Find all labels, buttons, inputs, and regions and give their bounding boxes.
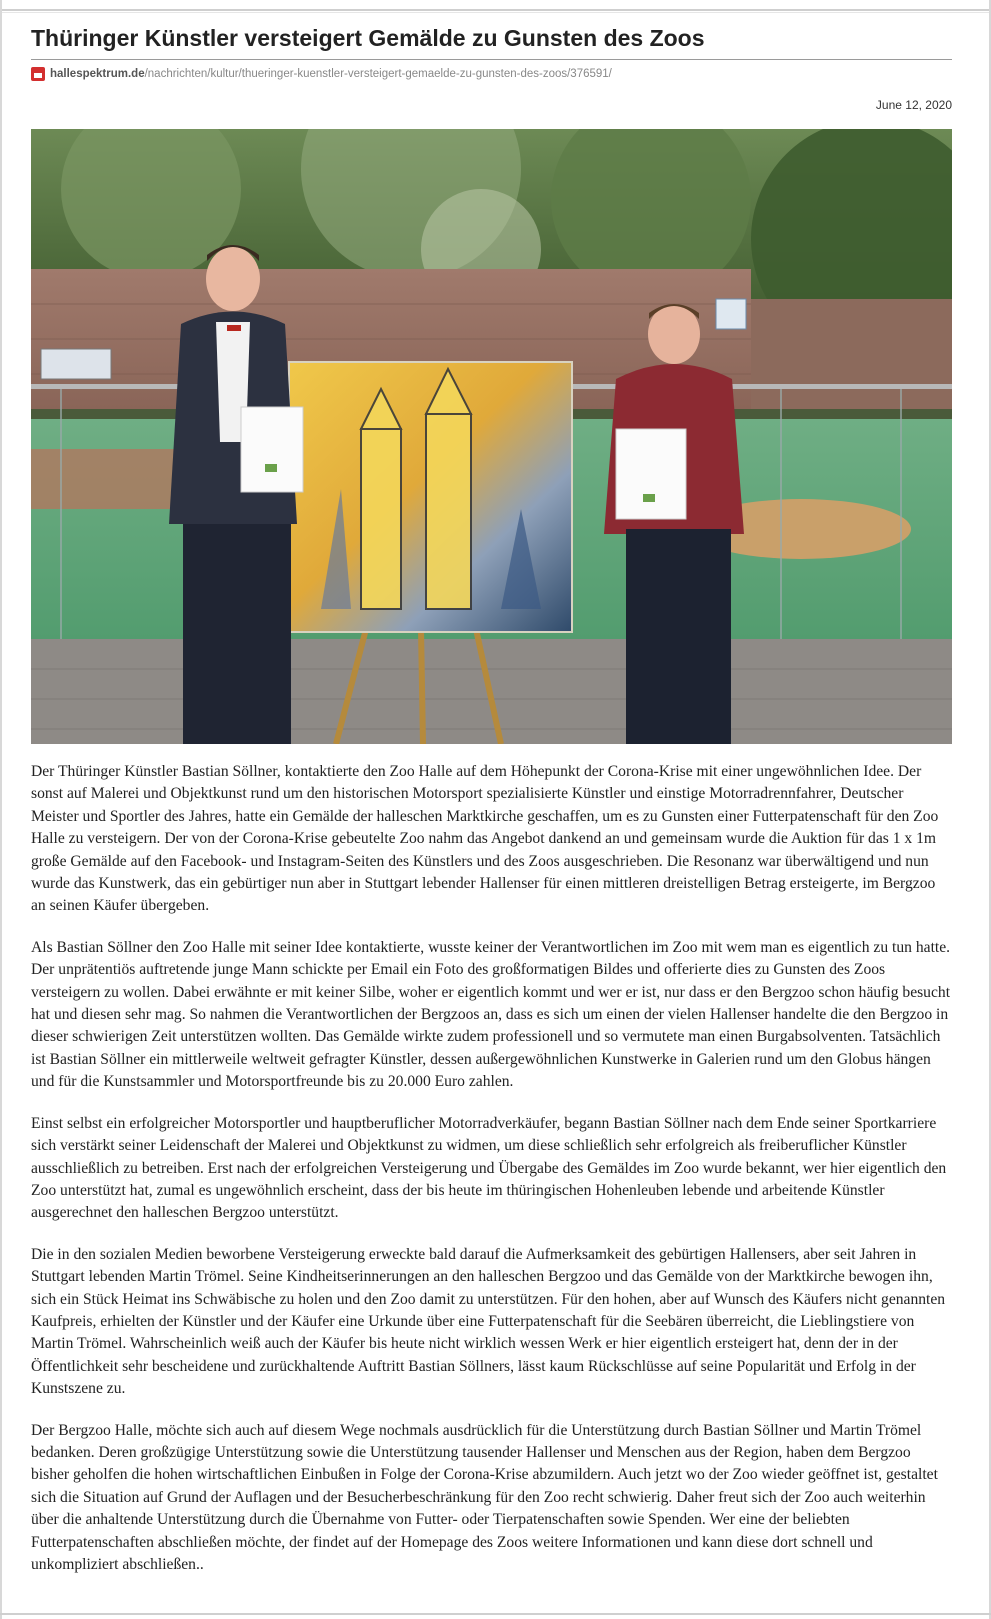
- article-paragraph: Die in den sozialen Medien beworbene Versteigerung erweckte bald darauf die Aufmerksamkeit des gebürtigen Hallensers, aber seit Jahren in Stuttgart lebenden Martin Trömel. Seine Kindheitserinnerungen an den halleschen Bergzoo und das Gemälde von der Marktkirche bewogen ihn, sich ein Stück Heimat ins Schwäbische zu holen und den Zoo damit zu unterstützen. Für den hohen, aber auf Wunsch des Käufers nicht genannten Kaufpreis, erhielten der Künstler und der Käufer eine Urkunde über eine Futterpatenschaft für die Seebären überreicht, die Lieblingstiere von Martin Trömel. Wahrscheinlich weiß auch der Käufer bis heute nicht wirklich wessen Werk er hier eigentlich ersteigert hat, denn der in der Öffentlichkeit sehr bescheidene und zurückhaltende Auftritt Bastian Söllners, lässt kaum Rückschlüsse auf seine Popularität und Erfolg in der Kunstszene zu.: [31, 1245, 946, 1398]
- source-domain[interactable]: hallespektrum.de: [50, 68, 145, 80]
- article-paragraph: Der Thüringer Künstler Bastian Söllner, kontaktierte den Zoo Halle auf dem Höhepunkt der Corona-Krise mit einer ungewöhnlichen Idee. Der sonst auf Malerei und Objektkunst rund um den historischen Motorsport spezialisierte Künstler und einstige Motorradrennfahrer, Deutscher Meister und Sportler des Jahres, hatte ein Gemälde der halleschen Marktkirche geschaffen, um es zu Gunsten einer Futterpatenschaft für den Zoo Halle zu versteigern. Der von der Corona-Krise gebeutelte Zoo nahm das Angebot dankend an und gemeinsam wurde die Auktion für das 1 x 1m große Gemälde auf den Facebook- und Instagram-Seiten des Künstlers und des Zoos ausgeschrieben. Die Resonanz war überwältigend und nun wurde das Kunstwerk, das ein gebürtiger nun aber in Stuttgart lebender Hallenser für einen mittleren dreistelligen Betrag ersteigerte, im Bergzoo an seinen Käufer übergeben.: [31, 763, 939, 915]
- article-paragraph: Der Bergzoo Halle, möchte sich auch auf diesem Wege nochmals ausdrücklich für die Unterstützung durch Bastian Söllner und Martin Trömel bedanken. Deren großzügige Unterstützung sowie die Unterstützung tausender Hallenser und Menschen aus der Region, haben dem Bergzoo bisher geholfen die hohen wirtschaftlichen Einbußen in Folge der Corona-Krise abzumildern. Auch jetzt wo der Zoo wieder geöffnet ist, gestaltet sich die Situation auf Grund der Auflagen und der Besucherbeschränkung für den Zoo recht schwierig. Daher freut sich der Zoo auch weiterhin über die anhaltende Unterstützung durch die Übernahme von Futter- oder Tierpatenschaften sowie Spenden. Wer eine der beliebten Futterpatenschaften abschließen möchte, der findet auf der Homepage des Zoos weitere Informationen und kann diese dort schnell und unkompliziert abschließen..: [31, 1421, 938, 1573]
- article-body: [31, 761, 952, 1576]
- article-paragraph: Als Bastian Söllner den Zoo Halle mit seiner Idee kontaktierte, wusste keiner der Verantwortlichen im Zoo mit wem man es eigentlich zu tun hatte. Der unprätentiös auftretende junge Mann schickte per Email ein Foto des großformatigen Bildes und offerierte dies zu Gunsten des Zoos versteigern zu wollen. Dabei erwähnte er mit keiner Silbe, woher er eigentlich kommt und wer er ist, nur dass er den Bergzoo schon häufig besucht hat und diesen sehr mag. So nahmen die Verantwortlichen der Bergzoos an, dass es sich um einen der vielen Hallenser handelte die den Bergzoo in dieser schwierigen Zeit unterstützen wollten. Das Gemälde wirkte zudem professionell und so vermutete man einen Burgabsolventen. Tatsächlich ist Bastian Söllner ein mittlerweile weltweit gefragter Künstler, dessen außergewöhnlichen Kunstwerke in Galerien rund um den Globus hängen und für die Kunstsammler und Motorsportfreunde bis zu 20.000 Euro zahlen.: [31, 938, 951, 1091]
- title-divider: [31, 59, 952, 60]
- article-photo: [31, 129, 952, 744]
- top-border-inner: [0, 12, 991, 13]
- left-border: [0, 0, 2, 1619]
- article-title: Thüringer Künstler versteigert Gemälde zu Gunsten des Zoos: [31, 25, 705, 51]
- source-link[interactable]: [31, 66, 952, 82]
- hallespektrum-favicon-icon: [31, 67, 45, 81]
- article-container: [31, 20, 952, 1595]
- source-path[interactable]: /nachrichten/kultur/thueringer-kuenstler-versteigert-gemaelde-zu-gunsten-des-zoos/376591/: [144, 68, 612, 80]
- bottom-border: [0, 1613, 991, 1615]
- publish-date: June 12, 2020: [875, 98, 952, 112]
- top-border: [0, 9, 991, 11]
- article-paragraph: Einst selbst ein erfolgreicher Motorsportler und hauptberuflicher Motorradverkäufer, begann Bastian Söllner nach dem Ende seiner Sportkarriere sich verstärkt seiner Leidenschaft der Malerei und Objektkunst zu widmen, um diese schließlich sehr erfolgreich als freiberuflicher Künstler ausschließlich zu betreiben. Erst nach der erfolgreichen Versteigerung und Übergabe des Gemäldes im Zoo wurde bekannt, wer hier eigentlich den Zoo unterstützt hat, zumal es ungewöhnlich erscheint, dass der bis heute im thüringischen Hohenleuben lebende und arbeitende Künstler ausgerechnet den halleschen Bergzoo unterstützt.: [31, 1114, 947, 1222]
